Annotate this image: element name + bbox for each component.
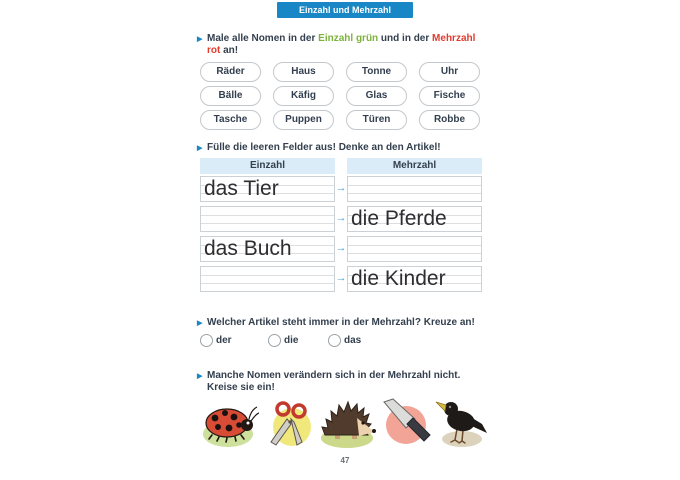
hedgehog-icon[interactable] [319, 397, 376, 449]
word-pill-haus[interactable]: Haus [273, 62, 334, 82]
word-pill-tueren[interactable]: Türen [346, 110, 407, 130]
write-field-row4-right [347, 266, 482, 292]
task1-text-red1: Mehrzahl [432, 33, 476, 44]
row3-arrow-icon: → [335, 242, 347, 254]
radio-label-die: die [284, 335, 299, 346]
write-field-row1-left [200, 176, 335, 202]
write-field-row2-left[interactable] [200, 206, 335, 232]
task4-instruction [197, 370, 497, 394]
write-field-row2-right [347, 206, 482, 232]
write-field-row3-right[interactable] [347, 236, 482, 262]
radio-label-der: der [216, 335, 232, 346]
task1-text-red2: rot [207, 45, 221, 56]
word-pill-raeder[interactable]: Räder [200, 62, 261, 82]
word-pill-tonne[interactable]: Tonne [346, 62, 407, 82]
bullet-arrow-icon: ▶ [197, 36, 203, 43]
task4-text-2: Kreise sie ein! [207, 382, 275, 393]
task3-text: Welcher Artikel steht immer in der Mehrzahl? Kreuze an! [207, 317, 475, 328]
row1-arrow-icon: → [335, 182, 347, 194]
word-pill-tasche[interactable]: Tasche [200, 110, 261, 130]
row4-arrow-icon: → [335, 272, 347, 284]
ladybug-icon[interactable] [202, 397, 259, 449]
task3-instruction [197, 317, 497, 329]
word-pill-glas[interactable]: Glas [346, 86, 407, 106]
word-pill-kaefig[interactable]: Käfig [273, 86, 334, 106]
bullet-arrow-icon: ▶ [197, 320, 203, 327]
page-number: 47 [340, 456, 350, 465]
crow-icon[interactable] [435, 397, 492, 449]
write-field-row1-right[interactable] [347, 176, 482, 202]
radio-die[interactable] [268, 334, 281, 347]
scissors-icon[interactable] [261, 397, 318, 449]
row2-arrow-icon: → [335, 212, 347, 224]
bullet-arrow-icon: ▶ [197, 145, 203, 152]
word-pill-uhr[interactable]: Uhr [419, 62, 480, 82]
write-field-text: die Pferde [351, 207, 447, 230]
word-pill-grid [200, 62, 492, 130]
task1-text-2: und in der [378, 33, 433, 44]
task4-text-1: Manche Nomen verändern sich in der Mehrzahl nicht. [207, 370, 461, 381]
table-header-einzahl: Einzahl [200, 158, 335, 174]
write-field-row4-left[interactable] [200, 266, 335, 292]
task1-instruction [197, 33, 497, 57]
task2-instruction [197, 142, 497, 154]
word-pill-puppen[interactable]: Puppen [273, 110, 334, 130]
radio-der[interactable] [200, 334, 213, 347]
write-field-text: das Buch [204, 237, 292, 260]
word-pill-baelle[interactable]: Bälle [200, 86, 261, 106]
write-field-text: das Tier [204, 177, 279, 200]
radio-label-das: das [344, 335, 362, 346]
word-pill-fische[interactable]: Fische [419, 86, 480, 106]
knife-icon[interactable] [377, 397, 434, 449]
task2-text: Fülle die leeren Felder aus! Denke an den Artikel! [207, 142, 441, 153]
write-field-text: die Kinder [351, 267, 446, 290]
table-header-mehrzahl: Mehrzahl [347, 158, 482, 174]
word-pill-robbe[interactable]: Robbe [419, 110, 480, 130]
page-title: Einzahl und Mehrzahl [277, 2, 413, 18]
write-field-row3-left [200, 236, 335, 262]
task1-text-green: Einzahl grün [318, 33, 379, 44]
task1-text-3: an! [220, 45, 239, 56]
task1-text-1: Male alle Nomen in der [207, 33, 319, 44]
bullet-arrow-icon: ▶ [197, 373, 203, 380]
radio-das[interactable] [328, 334, 341, 347]
